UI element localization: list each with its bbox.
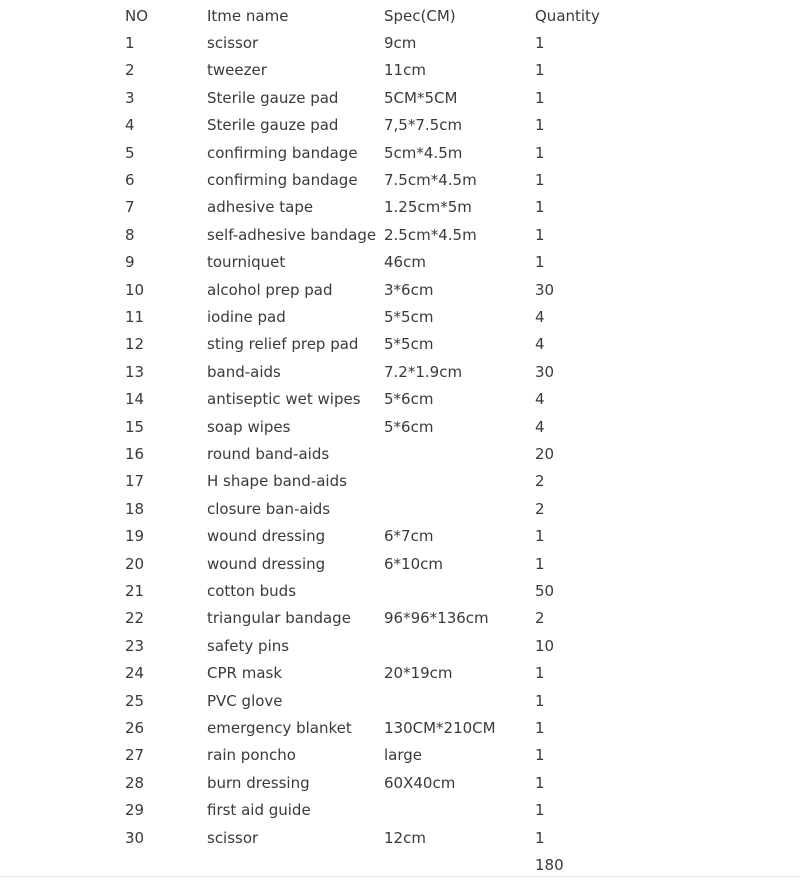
- item-spec: 1.25cm*5m: [384, 198, 472, 217]
- table-row: [0, 770, 800, 797]
- item-name: tweezer: [207, 61, 267, 80]
- item-name: scissor: [207, 34, 259, 52]
- item-name: tourniquet: [207, 253, 286, 272]
- item-quantity: 4: [535, 335, 545, 354]
- table-row: [0, 496, 800, 523]
- table-row: [0, 112, 800, 139]
- item-name: confirming bandage: [207, 171, 358, 189]
- item-quantity: 1: [535, 719, 545, 737]
- item-spec: 130CM*210CM: [384, 719, 496, 737]
- item-quantity: 1: [535, 746, 545, 765]
- row-number: 11: [125, 308, 145, 326]
- item-name: antiseptic wet wipes: [207, 390, 361, 409]
- item-name: adhesive tape: [207, 198, 314, 217]
- item-quantity: 1: [535, 61, 545, 80]
- row-number: 10: [125, 280, 145, 299]
- table-row: [0, 304, 800, 331]
- table-row: [0, 797, 800, 824]
- divider: [0, 876, 800, 877]
- table-row: [0, 468, 800, 495]
- row-number: 14: [125, 390, 145, 409]
- item-quantity: 1: [535, 88, 545, 107]
- item-name: iodine pad: [207, 308, 286, 326]
- row-number: 17: [125, 472, 145, 491]
- item-quantity: 1: [535, 198, 545, 217]
- item-name: triangular bandage: [207, 609, 351, 628]
- table-row: [0, 331, 800, 358]
- table-row: [0, 249, 800, 276]
- item-spec: 20*19cm: [384, 664, 453, 683]
- item-name: Sterile gauze pad: [207, 116, 339, 135]
- item-spec: 5*6cm: [384, 390, 434, 409]
- item-quantity: 1: [535, 828, 545, 847]
- header-no: NO: [125, 7, 149, 25]
- table-row: [0, 715, 800, 742]
- header-item-name: Itme name: [207, 7, 289, 25]
- item-name: wound dressing: [207, 554, 326, 573]
- item-quantity: 1: [535, 225, 545, 244]
- item-name: H shape band-aids: [207, 472, 347, 491]
- row-number: 25: [125, 691, 145, 710]
- table-row: [0, 742, 800, 769]
- table-row: [0, 386, 800, 413]
- item-quantity: 50: [535, 582, 555, 600]
- row-number: 12: [125, 335, 145, 354]
- row-number: 8: [125, 225, 135, 244]
- row-number: 26: [125, 719, 145, 737]
- item-spec: 7,5*7.5cm: [384, 116, 463, 135]
- item-spec: 5cm*4.5m: [384, 143, 463, 162]
- table-row: [0, 523, 800, 550]
- item-name: emergency blanket: [207, 719, 352, 737]
- row-number: 9: [125, 253, 135, 272]
- table-row: [0, 277, 800, 304]
- item-name: band-aids: [207, 362, 281, 381]
- item-quantity: 1: [535, 34, 545, 52]
- item-name: safety pins: [207, 636, 290, 655]
- item-spec: 5*5cm: [384, 308, 434, 326]
- item-quantity: 4: [535, 390, 545, 409]
- row-number: 20: [125, 554, 145, 573]
- table-row: [0, 414, 800, 441]
- item-quantity: 1: [535, 554, 545, 573]
- table-row: [0, 688, 800, 715]
- row-number: 24: [125, 664, 145, 683]
- item-spec: 96*96*136cm: [384, 609, 489, 628]
- item-spec: 5CM*5CM: [384, 88, 458, 107]
- total-quantity: 180: [535, 856, 564, 874]
- row-number: 18: [125, 499, 145, 518]
- item-quantity: 1: [535, 253, 545, 272]
- header-spec: Spec(CM): [384, 7, 456, 25]
- row-number: 22: [125, 609, 145, 628]
- table-row: [0, 140, 800, 167]
- item-quantity: 1: [535, 691, 545, 710]
- row-number: 5: [125, 143, 135, 162]
- header-row: [0, 3, 800, 30]
- item-spec: 12cm: [384, 828, 426, 847]
- table-row: [0, 660, 800, 687]
- item-quantity: 30: [535, 280, 555, 299]
- item-name: burn dressing: [207, 773, 310, 792]
- item-quantity: 2: [535, 609, 545, 628]
- table-row: [0, 605, 800, 632]
- total-row: [0, 852, 800, 879]
- item-spec: 2.5cm*4.5m: [384, 225, 477, 244]
- item-spec: 3*6cm: [384, 280, 434, 299]
- item-quantity: 4: [535, 417, 545, 436]
- item-quantity: 30: [535, 362, 555, 381]
- item-quantity: 10: [535, 636, 555, 655]
- row-number: 15: [125, 417, 145, 436]
- item-quantity: 1: [535, 664, 545, 683]
- item-name: CPR mask: [207, 664, 283, 683]
- item-spec: 9cm: [384, 34, 417, 52]
- item-name: sting relief prep pad: [207, 335, 359, 354]
- item-name: scissor: [207, 828, 259, 847]
- row-number: 7: [125, 198, 135, 217]
- item-name: rain poncho: [207, 746, 296, 765]
- row-number: 3: [125, 88, 135, 107]
- row-number: 23: [125, 636, 145, 655]
- item-name: soap wipes: [207, 417, 291, 436]
- item-quantity: 1: [535, 773, 545, 792]
- item-spec: 60X40cm: [384, 773, 456, 792]
- table-row: [0, 551, 800, 578]
- row-number: 13: [125, 362, 145, 381]
- item-spec: 6*10cm: [384, 554, 443, 573]
- item-quantity: 2: [535, 472, 545, 491]
- table-row: [0, 633, 800, 660]
- item-quantity: 2: [535, 499, 545, 518]
- item-quantity: 1: [535, 527, 545, 546]
- item-name: Sterile gauze pad: [207, 88, 339, 107]
- item-quantity: 1: [535, 801, 545, 820]
- item-name: self-adhesive bandage: [207, 225, 377, 244]
- item-spec: 46cm: [384, 253, 426, 272]
- table-row: [0, 194, 800, 221]
- item-name: PVC glove: [207, 691, 283, 710]
- item-name: alcohol prep pad: [207, 280, 333, 299]
- item-name: cotton buds: [207, 582, 297, 600]
- row-number: 6: [125, 171, 135, 189]
- table-row: [0, 85, 800, 112]
- item-spec: 7.5cm*4.5m: [384, 171, 477, 189]
- row-number: 19: [125, 527, 145, 546]
- table-row: [0, 222, 800, 249]
- table-row: [0, 441, 800, 468]
- table-row: [0, 167, 800, 194]
- item-spec: 6*7cm: [384, 527, 434, 546]
- item-quantity: 1: [535, 116, 545, 135]
- item-name: round band-aids: [207, 445, 330, 463]
- table-row: [0, 57, 800, 84]
- item-quantity: 20: [535, 445, 555, 463]
- item-name: wound dressing: [207, 527, 326, 546]
- row-number: 1: [125, 34, 135, 52]
- item-quantity: 1: [535, 171, 545, 189]
- item-quantity: 1: [535, 143, 545, 162]
- row-number: 28: [125, 773, 145, 792]
- table-row: [0, 359, 800, 386]
- header-quantity: Quantity: [535, 7, 600, 25]
- table-row: [0, 578, 800, 605]
- table-row: [0, 30, 800, 57]
- row-number: 30: [125, 828, 145, 847]
- row-number: 2: [125, 61, 135, 80]
- item-spec: large: [384, 746, 423, 765]
- table-row: [0, 825, 800, 852]
- item-spec: 5*6cm: [384, 417, 434, 436]
- item-spec: 5*5cm: [384, 335, 434, 354]
- item-quantity: 4: [535, 308, 545, 326]
- row-number: 29: [125, 801, 145, 820]
- row-number: 16: [125, 445, 145, 463]
- item-spec: 7.2*1.9cm: [384, 362, 463, 381]
- item-name: confirming bandage: [207, 143, 358, 162]
- item-spec: 11cm: [384, 61, 426, 80]
- row-number: 21: [125, 582, 145, 600]
- item-name: first aid guide: [207, 801, 311, 820]
- row-number: 27: [125, 746, 145, 765]
- row-number: 4: [125, 116, 135, 135]
- item-name: closure ban-aids: [207, 499, 331, 518]
